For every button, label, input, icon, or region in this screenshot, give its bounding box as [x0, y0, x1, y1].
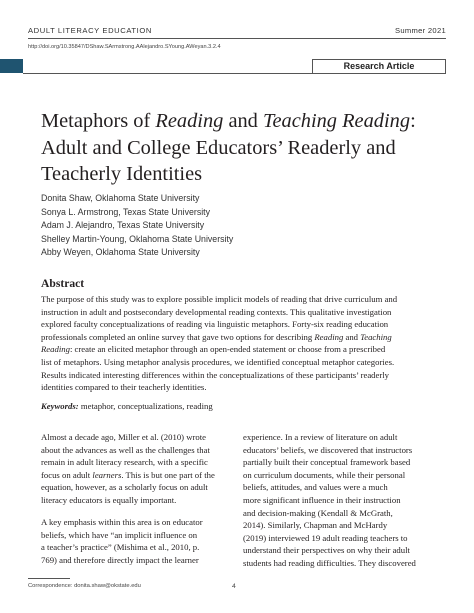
author-item: Donita Shaw, Oklahoma State University [41, 193, 200, 203]
abstract-heading: Abstract [41, 277, 85, 290]
page-number: 4 [232, 583, 236, 590]
author-item: Sonya L. Armstrong, Texas State University [41, 206, 211, 217]
correspondence-note: Correspondence: donita.shaw@okstate.edu [28, 583, 141, 589]
author-item: Shelley Martin-Young, Oklahoma State University [41, 233, 234, 244]
author-list [41, 192, 233, 260]
article-type-label: Research Article [343, 61, 415, 71]
body-column-right: experience. In a review of literature on adult educators’ beliefs, we discovered that instructors partially built their conceptual framework based on curriculum documents, while their personal beliefs, attitudes, and values were a much more significant influence in their instruction and decision-making (Kendall & McGrath, 2014). Similarly, Chapman and McHardy (2019) interviewed 19 adult reading teachers to understand their perspectives on why their adult students had reading difficulties. They discovered [243, 432, 416, 568]
author-item: Abby Weyen, Oklahoma State University [41, 247, 200, 257]
title-line-3: Teacherly Identities [41, 163, 203, 185]
keywords [41, 401, 213, 411]
article-title [41, 108, 441, 188]
accent-tab [0, 59, 23, 73]
abstract-text: The purpose of this study was to explore possible implicit models of reading that drive curriculum and instruction in adult and postsecondary developmental reading contexts. This qualitative investigation explored faculty conceptualizations of reading via linguistic metaphors. Forty-six reading education professionals completed an online survey that gave two options for describing Reading and Teaching Reading: create an elicited metaphor through an open-ended statement or choose from a prescribed list of metaphors. Using metaphor analysis procedures, we identified conceptual metaphor categories. Results indicated interesting differences within the conceptualizations of these participants’ readerly identities compared to their teacherly identities. [41, 294, 398, 393]
issue-season: Summer 2021 [395, 26, 446, 35]
keywords-text: metaphor, conceptualizations, reading [78, 401, 213, 411]
keywords-label: Keywords: [41, 401, 79, 411]
section-divider [23, 73, 446, 74]
title-line-1: Metaphors of Reading and Teaching Reading: [41, 110, 416, 132]
title-line-2: Adult and College Educators’ Readerly and [41, 136, 396, 159]
footnote-divider [28, 578, 70, 579]
article-type-badge [312, 59, 446, 73]
doi-link[interactable]: http://doi.org/10.35847/DShaw.SArmstrong.AAlejandro.SYoung.AWeyan.3.2.4 [28, 44, 221, 50]
body-column-left: Almost a decade ago, Miller et al. (2010) wrote about the advances as well as the challenges that remain in adult literacy research, with a specific focus on adult learners. This is but one part of the equation, however, as a scholarly focus on adult literacy educators is equally important. A key emphasis within this area is on educator beliefs, which have “an implicit influence on a teacher’s practice” (Mishima et al., 2010, p. 769) and therefore directly impact the learner [41, 432, 215, 565]
author-item: Adam J. Alejandro, Texas State University [41, 220, 205, 230]
journal-name: ADULT LITERACY EDUCATION [28, 26, 152, 35]
header-divider [28, 38, 446, 39]
